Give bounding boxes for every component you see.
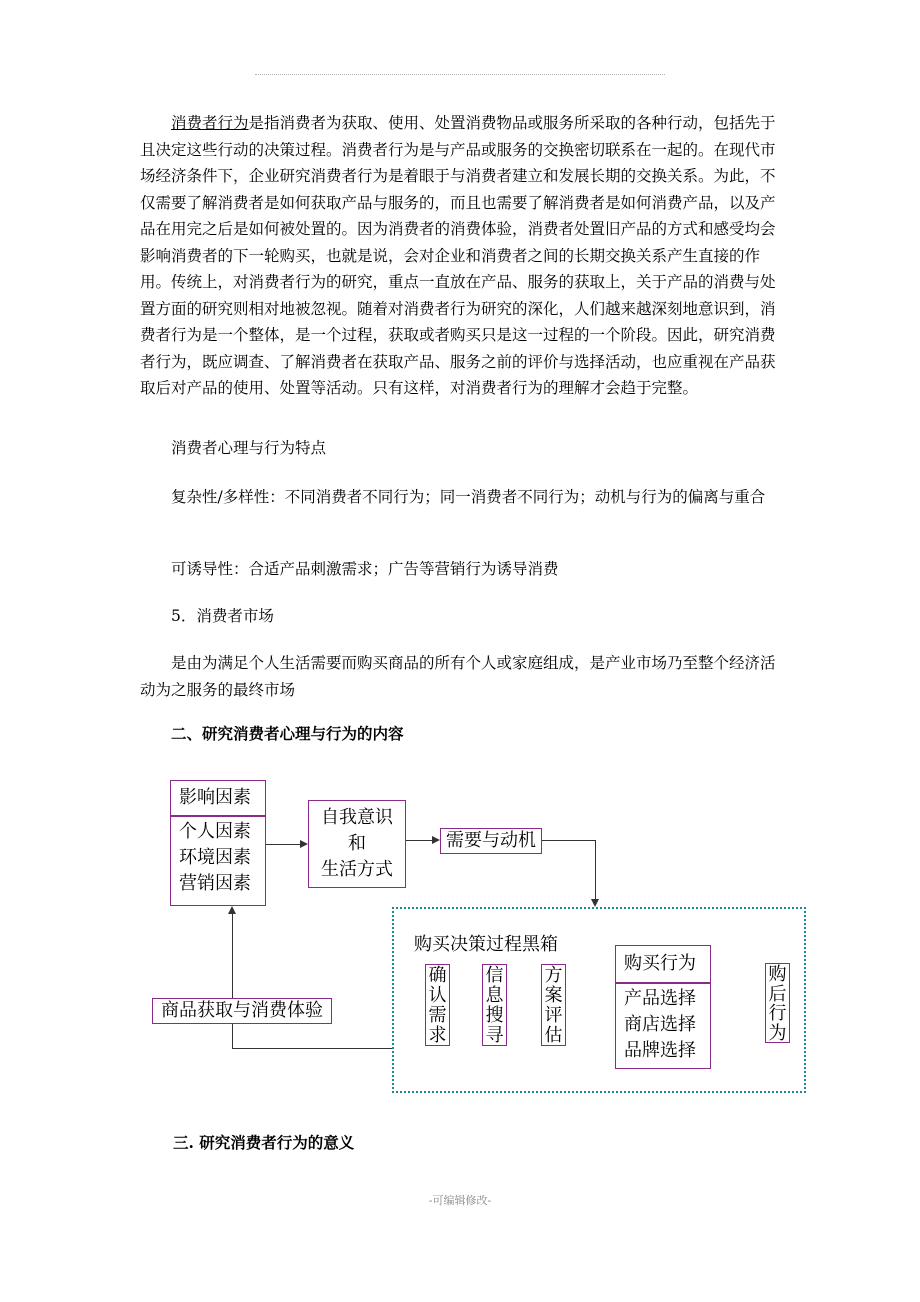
arrow-line bbox=[266, 844, 300, 845]
paragraph-body: 是指消费者为获取、使用、处置消费物品或服务所采取的各种行动，包括先于且决定这些行动的决策过程。消费者行为是与产品或服务的交换密切联系在一起的。在现代市场经济条件下，企业研究消费者行为是着眼于与消费者建立和发展长期的交换关系。为此，不仅需要了解消费者是如何获取产品与服务的，而且也需要了解消费者是如何消费产品，以及产品在用完之后是如何被处置的。因为消费者的消费体验，消费者处置旧产品的方式和感受均会影响消费者的下一轮购买，也就是说，会对企业和消费者之间的长期交换关系产生直接的作用。传统上，对消费者行为的研究，重点一直放在产品、服务的获取上，关于产品的消费与处置方面的研究则相对地被忽视。随着对消费者行为研究的深化，人们越来越深刻地意识到，消费者行为是一个整体，是一个过程，获取或者购买只是这一过程的一个阶段。因此，研究消费者行为，既应调查、了解消费者在获取产品、服务之前的评价与选择活动，也应重视在产品获取后对产品的使用、处置等活动。只有这样，对消费者行为的理解才会趋于完整。 bbox=[140, 114, 776, 397]
feedback-line bbox=[232, 914, 233, 998]
feedback-label: 商品获取与消费体验 bbox=[161, 1000, 323, 1021]
paragraph-complexity: 复杂性/多样性：不同消费者不同行为；同一消费者不同行为；动机与行为的偏离与重合 bbox=[171, 488, 766, 506]
feedback-line bbox=[232, 1024, 233, 1048]
header-rule bbox=[255, 74, 665, 75]
arrow-line bbox=[542, 840, 595, 841]
arrow-head-down bbox=[591, 899, 599, 907]
arrow-line bbox=[406, 840, 432, 841]
heading-section-2: 二、研究消费者心理与行为的内容 bbox=[171, 724, 404, 743]
paragraph-consumer-market-def: 是由为满足个人生活需要而购买商品的所有个人或家庭组成，是产业市场乃至整个经济活动为之服务的最终市场 bbox=[140, 654, 776, 699]
paragraph-consumer-behavior bbox=[140, 110, 785, 402]
influence-item: 个人因素 bbox=[179, 821, 251, 842]
purchase-item: 商店选择 bbox=[624, 1014, 696, 1035]
purchase-title-box bbox=[615, 945, 711, 983]
self-line: 生活方式 bbox=[321, 859, 393, 880]
purchase-title: 购买行为 bbox=[624, 953, 696, 974]
need-motivation-box bbox=[440, 828, 542, 854]
need-motivation-label: 需要与动机 bbox=[446, 830, 536, 851]
heading-section-3: 三. 研究消费者行为的意义 bbox=[173, 1133, 355, 1152]
self-line: 自我意识 bbox=[321, 807, 393, 828]
feedback-box bbox=[152, 998, 332, 1024]
self-lifestyle-box bbox=[308, 800, 406, 888]
influence-item: 营销因素 bbox=[179, 873, 251, 894]
arrow-head-right bbox=[300, 840, 308, 848]
self-line: 和 bbox=[348, 833, 366, 854]
footer-note: -可编辑修改- bbox=[428, 1194, 492, 1207]
arrow-head-right bbox=[432, 836, 440, 844]
step-confirm-need: 确 认 需 求 bbox=[425, 964, 450, 1046]
arrow-line bbox=[595, 840, 596, 900]
influence-title-box bbox=[170, 780, 266, 816]
influence-item: 环境因素 bbox=[179, 847, 251, 868]
influence-items-box bbox=[170, 816, 266, 906]
paragraph-inducibility: 可诱导性：合适产品刺激需求；广告等营销行为诱导消费 bbox=[171, 560, 559, 578]
post-purchase-box: 购 后 行 为 bbox=[765, 963, 790, 1043]
purchase-item: 产品选择 bbox=[624, 988, 696, 1009]
term-consumer-behavior: 消费者行为 bbox=[171, 114, 249, 132]
purchase-items-box bbox=[615, 983, 711, 1069]
feedback-line bbox=[232, 1048, 392, 1049]
blackbox-title: 购买决策过程黑箱 bbox=[414, 934, 558, 955]
purchase-item: 品牌选择 bbox=[624, 1040, 696, 1061]
step-info-search: 信 息 搜 寻 bbox=[482, 964, 507, 1046]
arrow-head-up bbox=[228, 906, 236, 914]
paragraph-consumer-market-title: 5．消费者市场 bbox=[171, 607, 274, 625]
step-evaluate-options: 方 案 评 估 bbox=[541, 964, 566, 1046]
paragraph-traits-title: 消费者心理与行为特点 bbox=[171, 439, 327, 457]
influence-title: 影响因素 bbox=[179, 787, 251, 808]
consumer-behavior-diagram bbox=[0, 770, 920, 1110]
